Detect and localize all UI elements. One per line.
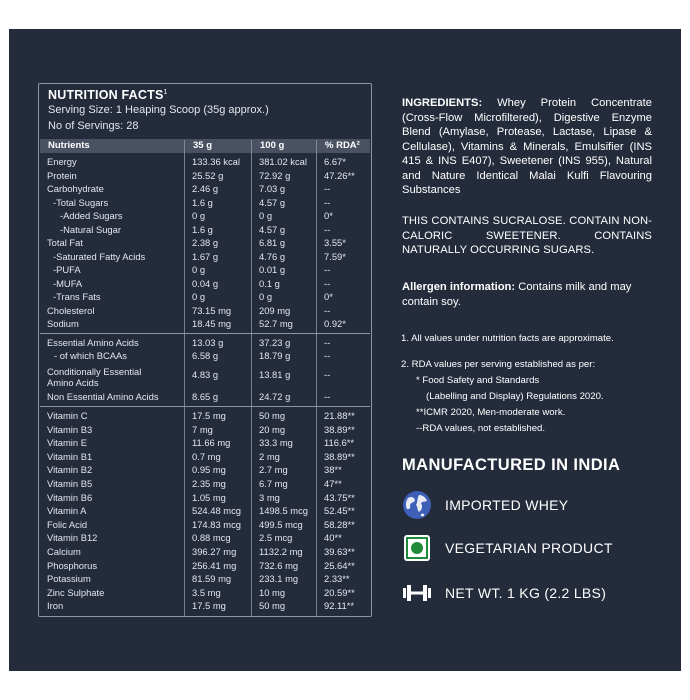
nutrient-name: Calcium (47, 546, 81, 557)
table-row: Conditionally Essential Amino Acids 4.83 g 13.81 g -- (47, 366, 331, 388)
nutrition-title: NUTRITION FACTS$^1$ (48, 88, 168, 102)
value-100g: 6.81 g (259, 237, 286, 248)
ingredients-label: INGREDIENTS: (402, 97, 483, 109)
value-100g: 20 mg (259, 423, 286, 435)
nutrient-name: Cholesterol (47, 304, 95, 316)
sucralose-notice: THIS CONTAINS SUCRALOSE. CONTAIN NON-CALORIC SWEETENER. CONTAINS NATURALLY OCCURRING SUGARS. (402, 215, 652, 256)
note-2: 2. RDA values per serving established as per: (401, 359, 596, 370)
value-100g: 0 g (259, 291, 273, 302)
dumbbell-icon (402, 578, 432, 608)
nutrient-name: Vitamin B5 (47, 478, 93, 489)
value-35g: 0 g (192, 210, 206, 221)
value-rda: 38.89** (324, 450, 355, 462)
table-row (39, 560, 371, 573)
table-row (39, 305, 371, 318)
value-100g: 33.3 mg (259, 437, 293, 449)
value-rda: 0* (324, 291, 333, 302)
value-rda: 92.11** (324, 600, 355, 612)
table-row (39, 532, 371, 545)
value-100g: 381.02 kcal (259, 156, 307, 167)
value-rda: 7.59* (324, 250, 346, 262)
value-100g: 4.57 g (259, 223, 286, 235)
value-100g: 2.7 mg (259, 464, 288, 476)
row-divider (40, 406, 370, 407)
nutrient-name: Total Fat (47, 237, 83, 248)
value-rda: 38.89** (324, 423, 355, 435)
value-100g: 1132.2 mg (259, 546, 303, 557)
note-1: 1. All values under nutrition facts are approximate. (401, 333, 614, 344)
value-35g: 7 mg (192, 423, 213, 435)
value-rda: 58.28** (324, 518, 355, 530)
nutrient-name: Sodium (47, 318, 79, 329)
value-35g: 396.27 mg (192, 546, 237, 557)
feature-label: IMPORTED WHEY (445, 497, 569, 513)
value-100g: 50 mg (259, 600, 286, 612)
value-100g: 10 mg (259, 586, 286, 598)
value-100g: 4.57 g (259, 196, 286, 208)
value-35g: 3.5 mg (192, 586, 221, 598)
value-100g: 50 mg (259, 410, 286, 421)
nutrient-name: Phosphorus (47, 559, 98, 571)
table-row (39, 210, 371, 223)
value-100g: 0 g (259, 210, 273, 221)
value-35g: 174.83 mcg (192, 518, 241, 530)
nutrition-facts-table (38, 83, 372, 617)
value-100g: 732.6 mg (259, 559, 299, 571)
value-100g: 209 mg (259, 304, 291, 316)
value-100g: 1498.5 mcg (259, 505, 308, 517)
value-100g: 0.1 g (259, 277, 280, 289)
servings-count: No of Servings: 28 (48, 120, 139, 132)
table-row (39, 519, 371, 532)
value-rda: 116.6** (324, 437, 355, 449)
table-row: Essential Amino Acids 13.03 g 37.23 g -- (47, 337, 331, 348)
value-rda: 43.75** (324, 491, 355, 503)
value-35g: 256.41 mg (192, 559, 237, 571)
nutrient-name: Vitamin C (47, 410, 88, 421)
value-rda: -- (324, 277, 331, 289)
value-35g: 0 g (192, 264, 206, 275)
value-35g: 1.67 g (192, 250, 219, 262)
table-row (39, 437, 371, 450)
value-100g: 4.76 g (259, 250, 286, 262)
value-rda: 38** (324, 464, 342, 476)
header-35g: 35 g (193, 140, 213, 151)
nutrient-name: -MUFA (53, 277, 83, 289)
table-row: - of which BCAAs 6.58 g 18.79 g -- (54, 350, 331, 361)
value-rda: -- (324, 183, 331, 194)
nutrient-name: Vitamin B6 (47, 491, 93, 503)
nutrient-name: Carbohydrate (47, 183, 104, 194)
value-rda: 20.59** (324, 586, 355, 598)
value-35g: 1.6 g (192, 196, 213, 208)
value-rda: 0.92* (324, 318, 346, 329)
value-100g: 2.5 mcg (259, 532, 293, 544)
note-2d: --RDA values, not established. (416, 423, 546, 434)
value-rda: 52.45** (324, 505, 355, 517)
value-35g: 133.36 kcal (192, 156, 240, 167)
row-divider (40, 333, 370, 334)
table-row (39, 237, 371, 250)
value-35g: 25.52 g (192, 169, 224, 181)
value-35g: 1.05 mg (192, 491, 226, 503)
value-100g: 72.92 g (259, 169, 291, 181)
allergen-text: Contains milk and may contain soy. (402, 281, 632, 308)
header-100g: 100 g (260, 140, 285, 151)
nutrient-name: Vitamin B12 (47, 532, 98, 544)
table-row (39, 587, 371, 600)
table-row (39, 264, 371, 277)
value-rda: -- (324, 264, 331, 275)
serving-size: Serving Size: 1 Heaping Scoop (35g approx.) (48, 104, 269, 116)
value-35g: 17.5 mg (192, 600, 226, 612)
value-35g: 73.15 mg (192, 304, 232, 316)
table-row (39, 464, 371, 477)
nutrient-name: Vitamin B2 (47, 464, 93, 476)
value-rda: -- (324, 223, 331, 235)
nutrient-name: Potassium (47, 573, 91, 585)
feature-label: VEGETARIAN PRODUCT (445, 540, 613, 556)
nutrient-name: -Total Sugars (53, 196, 109, 208)
ingredients-text: Whey Protein Concentrate (Cross-Flow Microfiltered), Digestive Enzyme Blend (Amylase, Protease, Lactase, Lipase & Cellulase), Vitamins & Minerals, Emulsifier (INS 415 & INS E407), Sweetener (INS 955), Natural and Nature Identical Malai Kulfi Flavouring Substances (402, 97, 652, 196)
value-35g: 0.95 mg (192, 464, 226, 476)
nutrient-name: Folic Acid (47, 518, 88, 530)
nutrient-name: Iron (47, 600, 64, 612)
value-rda: -- (324, 304, 331, 316)
note-2a: * Food Safety and Standards (416, 375, 540, 386)
value-35g: 2.38 g (192, 237, 219, 248)
feature-vegetarian (402, 533, 662, 563)
value-100g: 499.5 mcg (259, 518, 303, 530)
nutrient-name: Vitamin A (47, 505, 87, 517)
feature-net-weight (402, 578, 662, 608)
table-row (39, 278, 371, 291)
table-row (39, 573, 371, 586)
note-2b: (Labelling and Display) Regulations 2020. (426, 391, 604, 402)
value-35g: 0.04 g (192, 277, 219, 289)
nutrient-name: Protein (47, 169, 77, 181)
ingredients-block (402, 96, 652, 198)
globe-icon (402, 490, 432, 520)
value-rda: 47** (324, 478, 342, 489)
table-row (39, 318, 371, 331)
feature-imported-whey (402, 490, 662, 520)
nutrient-name: Energy (47, 156, 77, 167)
value-100g: 52.7 mg (259, 318, 293, 329)
table-row (39, 251, 371, 264)
value-100g: 7.03 g (259, 183, 286, 194)
nutrient-name: -PUFA (53, 264, 81, 275)
value-35g: 0 g (192, 291, 206, 302)
note-2c: **ICMR 2020, Men-moderate work. (416, 407, 566, 418)
value-rda: 25.64** (324, 559, 355, 571)
table-row (39, 546, 371, 559)
value-rda: 3.55* (324, 237, 346, 248)
value-35g: 2.46 g (192, 183, 219, 194)
table-row (39, 197, 371, 210)
table-row (39, 183, 371, 196)
value-100g: 233.1 mg (259, 573, 299, 585)
table-row (39, 170, 371, 183)
value-rda: 2.33** (324, 573, 350, 585)
value-100g: 2 mg (259, 450, 280, 462)
header-rda: % RDA² (325, 140, 360, 151)
value-35g: 524.48 mcg (192, 505, 241, 517)
value-rda: 21.88** (324, 410, 355, 421)
value-rda: 40** (324, 532, 342, 544)
table-row (39, 424, 371, 437)
value-35g: 0.7 mg (192, 450, 221, 462)
value-100g: 3 mg (259, 491, 280, 503)
allergen-block (402, 280, 652, 309)
table-row (39, 600, 371, 613)
nutrient-name: -Natural Sugar (60, 223, 121, 235)
table-row (39, 156, 371, 169)
veg-mark-icon (402, 533, 432, 563)
table-row (39, 410, 371, 423)
manufactured-in-india: MANUFACTURED IN INDIA (402, 456, 621, 474)
feature-label: NET WT. 1 KG (2.2 LBS) (445, 585, 607, 601)
table-row (39, 224, 371, 237)
nutrient-name: Zinc Sulphate (47, 586, 105, 598)
value-rda: 0* (324, 210, 333, 221)
table-row: Non Essential Amino Acids 8.65 g 24.72 g -- (47, 391, 331, 402)
nutrient-name: -Added Sugars (60, 210, 123, 221)
value-35g: 81.59 mg (192, 573, 232, 585)
value-rda: -- (324, 196, 331, 208)
nutrient-name: Vitamin E (47, 437, 87, 449)
nutrient-name: -Saturated Fatty Acids (53, 250, 146, 262)
value-35g: 11.66 mg (192, 437, 231, 449)
table-row (39, 451, 371, 464)
value-35g: 2.35 mg (192, 478, 226, 489)
value-rda: 47.26** (324, 169, 355, 181)
value-100g: 0.01 g (259, 264, 286, 275)
table-row (39, 291, 371, 304)
value-35g: 18.45 mg (192, 318, 232, 329)
header-nutrients: Nutrients (48, 140, 90, 151)
value-rda: 39.63** (324, 546, 355, 557)
nutrient-name: -Trans Fats (53, 291, 101, 302)
nutrient-name: Vitamin B1 (47, 450, 93, 462)
value-rda: 6.67* (324, 156, 346, 167)
allergen-label: Allergen information: (402, 281, 516, 293)
value-35g: 17.5 mg (192, 410, 226, 421)
value-35g: 0.88 mcg (192, 532, 231, 544)
table-header (40, 139, 370, 153)
table-row (39, 478, 371, 491)
value-100g: 6.7 mg (259, 478, 288, 489)
table-row (39, 505, 371, 518)
value-35g: 1.6 g (192, 223, 213, 235)
table-row (39, 492, 371, 505)
nutrient-name: Vitamin B3 (47, 423, 93, 435)
